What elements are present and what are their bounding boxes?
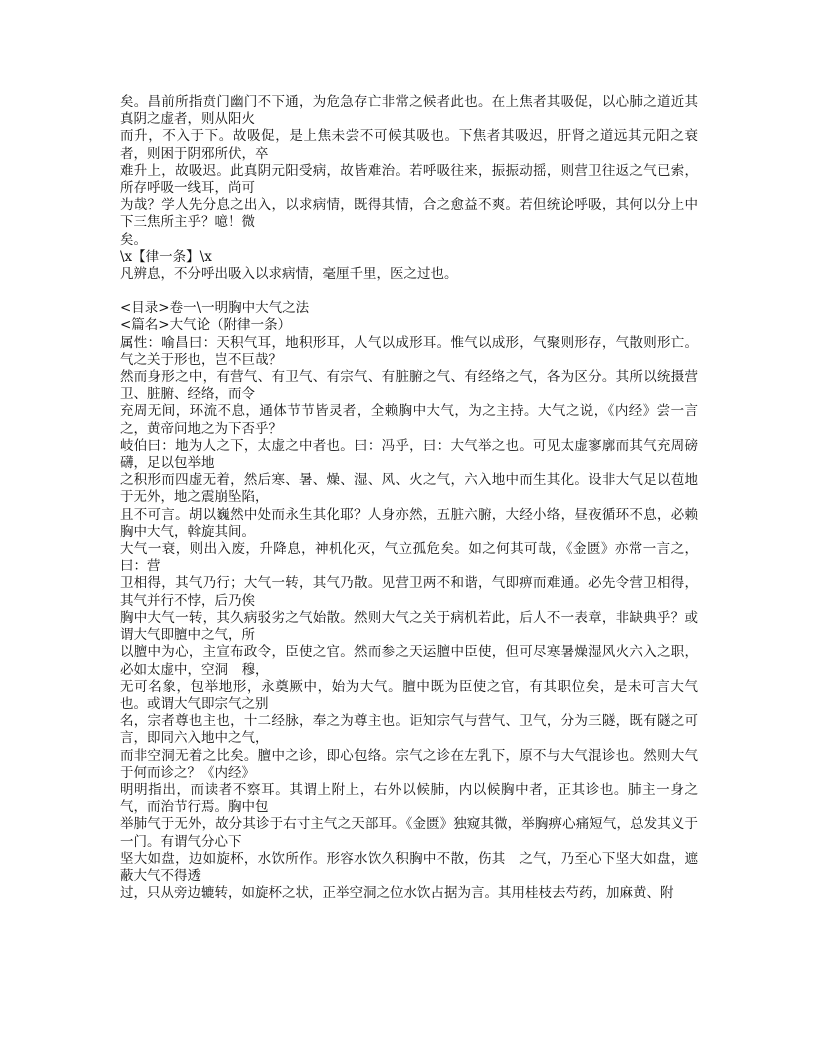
text-line: 举肺气于无外，故分其诊于右寸主气之天部耳。《金匮》独窥其微，举胸痹心痛短气，总发其义于一门。有谓气分心下: [120, 816, 698, 850]
blank-line: [120, 283, 698, 300]
text-line: 明明指出，而读者不察耳。其谓上附上，右外以候肺，内以候胸中者，正其诊也。肺主一身之气，而治节行焉。胸中包: [120, 781, 698, 816]
text-line: 以膻中为心，主宣布政令，臣使之官。然而参之天运膻中臣使，但可尽寒暑燥湿风火六入之职，必如太虚中，空洞 穆，: [120, 644, 698, 678]
text-line: 无可名象，包举地形，永奠厥中，始为大气。膻中既为臣使之官，有其职位矣，是未可言大气也。或谓大气即宗气之别: [120, 678, 698, 712]
text-line: 大气一衰，则出入废，升降息，神机化灭，气立孤危矣。如之何其可哉，《金匮》亦常一言之，曰：营: [120, 541, 698, 575]
text-line: 过，只从旁边辘转，如旋杯之状，正举空洞之位水饮占据为言。其用桂枝去芍药，加麻黄、附: [120, 885, 674, 902]
text-line: 矣。昌前所指贲门幽门不下通，为危急存亡非常之候者此也。在上焦者其吸促，以心肺之道近其真阴之虚者，则从阳火: [120, 94, 698, 128]
text-line: 卫相得，其气乃行；大气一转，其气乃散。见营卫两不和谐，气即痹而难通。必先令营卫相得，其气并行不悖，后乃俟: [120, 575, 698, 609]
text-line: 而升，不入于下。故吸促，是上焦未尝不可候其吸也。下焦者其吸迟，肝肾之道远其元阳之衰者，则困于阴邪所伏，卒: [120, 128, 698, 162]
text-line: 岐伯曰：地为人之下，太虚之中者也。曰：冯乎，曰：大气举之也。可见太虚寥廓而其气充周磅礴，足以包举地: [120, 437, 698, 472]
rule-line: 凡辨息，不分呼出吸入以求病情，毫厘千里，医之过也。: [120, 266, 458, 283]
text-line: 然而身形之中，有营气、有卫气、有宗气、有脏腑之气、有经络之气，各为区分。其所以统摄营卫、脏腑、经络，而令: [120, 369, 698, 403]
text-line: 胸中大气一转，其久病驳劣之气始散。然则大气之关于病机若此，后人不一表章，非缺典乎？或谓大气即膻中之气，所: [120, 609, 698, 644]
text-line: 而非空洞无着之比矣。膻中之诊，即心包络。宗气之诊在左乳下，原不与大气混诊也。然则大气于何而诊之？《内经》: [120, 747, 698, 781]
text-line: 充周无间，环流不息，通体节节皆灵者，全赖胸中大气，为之主持。大气之说，《内经》尝一言之，黄帝问地之为下否乎？: [120, 403, 698, 437]
text-line: 为哉？学人先分息之出入，以求病情，既得其情，合之愈益不爽。若但统论呼吸，其何以分上中下三焦所主乎？噫！微: [120, 197, 698, 231]
catalog-heading: <目录>卷一\一明胸中大气之法: [120, 300, 310, 317]
document-page: [120, 94, 698, 1034]
text-line: 难升上，故吸迟。此真阴元阳受病，故皆难治。若呼吸往来，振振动摇，则营卫往返之气已索，所存呼吸一线耳，尚可: [120, 162, 698, 197]
chapter-heading: <篇名>大气论（附律一条）: [120, 317, 292, 334]
text-line: 属性：喻昌曰：天积气耳，地积形耳，人气以成形耳。惟气以成形，气聚则形存，气散则形亡。气之关于形也，岂不巨哉？: [120, 334, 698, 368]
text-line: 且不可言。胡以巍然中处而永生其化耶？人身亦然，五脏六腑，大经小络，昼夜循环不息，必赖胸中大气，斡旋其间。: [120, 506, 698, 540]
text-line: 坚大如盘，边如旋杯，水饮所作。形容水饮久积胸中不散，伤其 之气，乃至心下坚大如盘，遮蔽大气不得透: [120, 850, 698, 884]
text-line: 矣。: [120, 231, 147, 248]
text-line: 之积形而四虚无着，然后寒、暑、燥、湿、风、火之气，六入地中而生其化。设非大气足以苞地于无外，地之震崩坠陷，: [120, 472, 698, 506]
section-marker: \x【律一条】\x: [120, 248, 212, 265]
text-line: 名，宗者尊也主也，十二经脉，奉之为尊主也。讵知宗气与营气、卫气，分为三隧，既有隧之可言，即同六入地中之气，: [120, 713, 698, 747]
